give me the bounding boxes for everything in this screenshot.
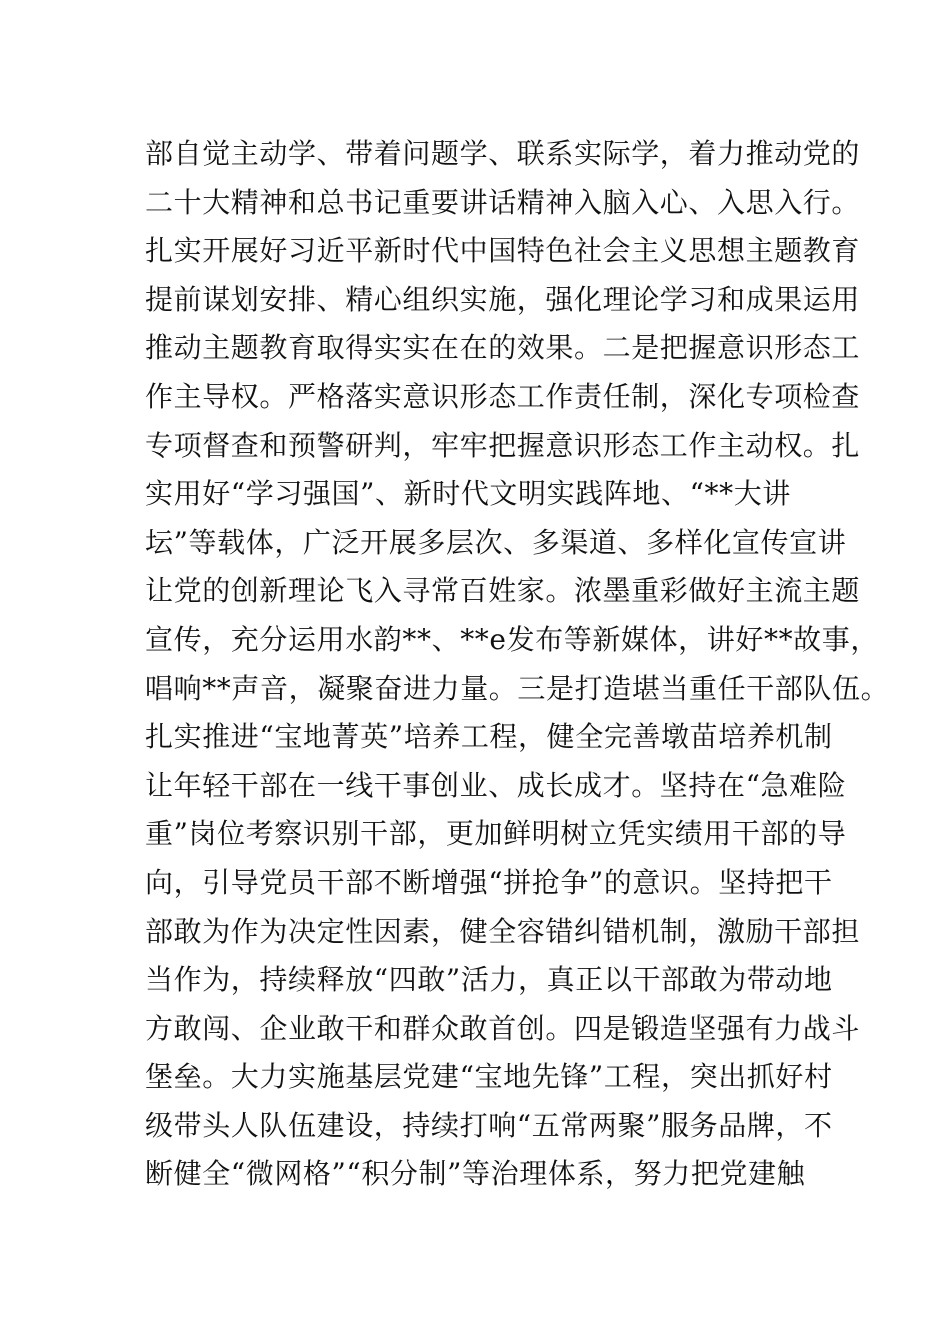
text-line: 扎实开展好习近平新时代中国特色社会主义思想主题教育	[145, 234, 861, 268]
text-line: 级带头人队伍建设，持续打响“五常两聚”服务品牌，不	[145, 1108, 833, 1142]
text-line: 当作为，持续释放“四敢”活力，真正以干部敢为带动地	[145, 963, 833, 997]
text-line: 让党的创新理论飞入寻常百姓家。浓墨重彩做好主流主题	[145, 574, 861, 608]
text-line: 让年轻干部在一线干事创业、成长成才。坚持在“急难险	[145, 768, 847, 802]
text-line: 重”岗位考察识别干部，更加鲜明树立凭实绩用干部的导	[145, 817, 847, 851]
text-line: 作主导权。严格落实意识形态工作责任制，深化专项检查	[145, 379, 861, 413]
text-line: 向，引导党员干部不断增强“拼抢争”的意识。坚持把干	[145, 865, 833, 899]
text-line: 提前谋划安排、精心组织实施，强化理论学习和成果运用	[145, 282, 861, 316]
text-line: 专项督查和预警研判，牢牢把握意识形态工作主动权。扎	[145, 428, 861, 462]
text-line: 二十大精神和总书记重要讲话精神入脑入心、入思入行。	[145, 185, 861, 219]
text-line: 唱响**声音，凝聚奋进力量。三是打造堪当重任干部队伍。	[145, 671, 890, 705]
document-body	[145, 130, 890, 1199]
text-line: 扎实推进“宝地菁英”培养工程，健全完善墩苗培养机制	[145, 720, 833, 754]
text-line: 堡垒。大力实施基层党建“宝地先锋”工程，突出抓好村	[145, 1060, 833, 1094]
text-line: 推动主题教育取得实实在在的效果。二是把握意识形态工	[145, 331, 861, 365]
text-line: 坛”等载体，广泛开展多层次、多渠道、多样化宣传宣讲	[145, 525, 847, 559]
text-line: 宣传，充分运用水韵**、**e发布等新媒体，讲好**故事，	[145, 622, 879, 656]
text-line: 方敢闯、企业敢干和群众敢首创。四是锻造坚强有力战斗	[145, 1011, 861, 1045]
text-line: 实用好“学习强国”、新时代文明实践阵地、“**大讲	[145, 477, 791, 511]
text-line: 部自觉主动学、带着问题学、联系实际学，着力推动党的	[145, 137, 861, 170]
text-line: 部敢为作为决定性因素，健全容错纠错机制，激励干部担	[145, 914, 861, 948]
text-line: 断健全“微网格”“积分制”等治理体系，努力把党建触	[145, 1157, 806, 1191]
